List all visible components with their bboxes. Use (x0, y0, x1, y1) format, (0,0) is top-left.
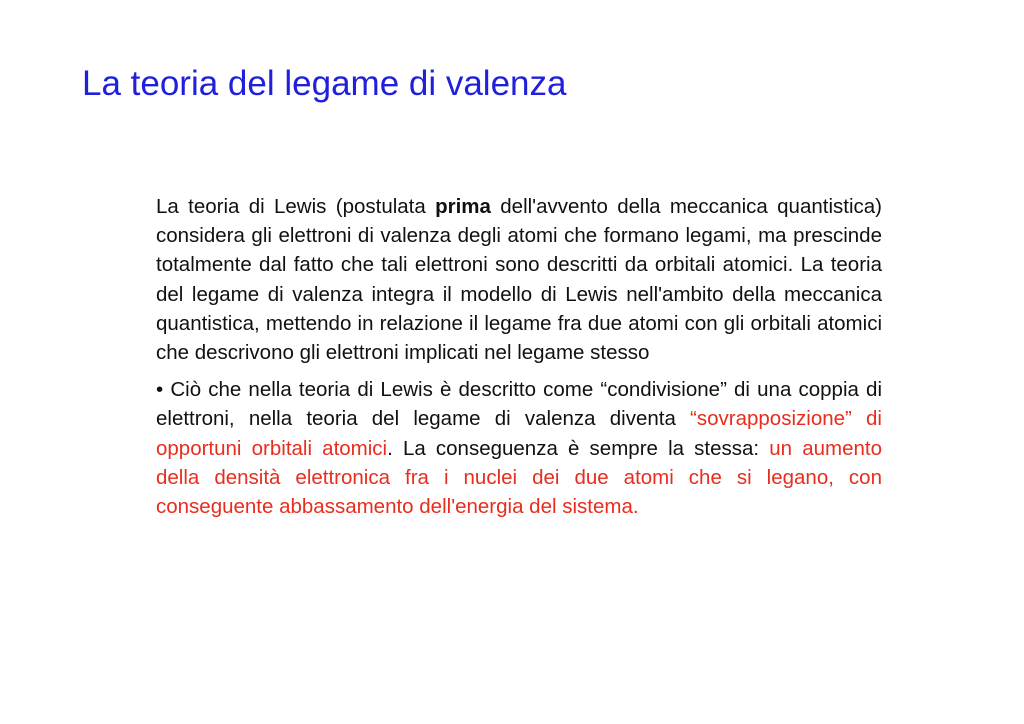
paragraph2-part2: . La conseguenza è sempre la stessa: (387, 436, 770, 460)
paragraph2-highlight-density: un aumento della densità elettronica fra i nuclei dei due atomi che si legano, con conseguente abbassamento dell'energia del sistema. (156, 436, 882, 519)
paragraph2-highlight-overlap: “sovrapposizione” di opportuni orbitali atomici (156, 407, 882, 460)
paragraph1-rest: dell'avvento della meccanica quantistica) considera gli elettroni di valenza degli atomi che formano legami, ma prescinde totalmente dal fatto che tali elettroni sono descritti da orbitali atomici. La teoria del legame di valenza integra il modello di Lewis nell'ambito della meccanica quantistica, mettendo in relazione il legame fra due atomi con gli orbitali atomici che descrivono gli elettroni implicati nel legame stesso (156, 195, 882, 365)
paragraph1-bold-word: prima (435, 195, 491, 218)
paragraph1-intro: La teoria di Lewis (postulata (156, 195, 436, 218)
bullet-marker: • (156, 378, 164, 402)
paragraph2-part1: Ciò che nella teoria di Lewis è descritto come “condivisione” di una coppia di elettroni, nella teoria del legame di valenza diventa (156, 378, 882, 431)
paragraph-lewis-theory (156, 192, 882, 367)
slide-title: La teoria del legame di valenza (82, 64, 567, 103)
paragraph-bullet-overlap (156, 375, 882, 521)
slide-body (156, 192, 882, 521)
